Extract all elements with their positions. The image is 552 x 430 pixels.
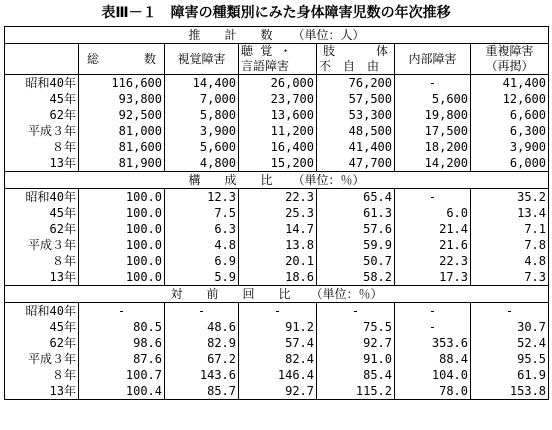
section-header (5, 172, 549, 189)
table-cell: 22.3 (395, 253, 471, 269)
table-cell: 4.8 (165, 237, 239, 253)
table-cell: 75.5 (317, 319, 395, 335)
header-visual: 視覚障害 (165, 44, 239, 75)
table-cell: 76,200 (317, 75, 395, 92)
table-cell: 13.4 (471, 205, 549, 221)
table-row (5, 367, 549, 383)
table-cell: 92.7 (317, 335, 395, 351)
table-row (5, 205, 549, 221)
table-cell: 61.3 (317, 205, 395, 221)
table-cell: - (471, 303, 549, 320)
table-cell: 82.4 (239, 351, 317, 367)
table-cell: 80.5 (79, 319, 165, 335)
table-row (5, 221, 549, 237)
table-cell: 13,600 (239, 107, 317, 123)
table-cell: 146.4 (239, 367, 317, 383)
table-cell: 5,800 (165, 107, 239, 123)
column-header-row (5, 44, 549, 75)
table-cell: - (395, 75, 471, 92)
table-cell: 353.6 (395, 335, 471, 351)
table-cell: 88.4 (395, 351, 471, 367)
table-cell: 17,500 (395, 123, 471, 139)
row-year: 45年 (5, 205, 79, 221)
table-cell: 100.4 (79, 383, 165, 400)
header-hearing (239, 44, 317, 75)
section-header (5, 286, 549, 303)
row-year: ８年 (5, 253, 79, 269)
table-cell: 35.2 (471, 189, 549, 206)
row-year: ８年 (5, 139, 79, 155)
header-year-cell (5, 44, 79, 75)
table-cell: 20.1 (239, 253, 317, 269)
table-row (5, 383, 549, 400)
header-limb (317, 44, 395, 75)
table-cell: 67.2 (165, 351, 239, 367)
table-cell: 59.9 (317, 237, 395, 253)
table-cell: 98.6 (79, 335, 165, 351)
table-cell: 6.9 (165, 253, 239, 269)
header-total (79, 44, 165, 75)
table-cell: 41,400 (471, 75, 549, 92)
table-cell: 143.6 (165, 367, 239, 383)
table-cell: 12.3 (165, 189, 239, 206)
data-table (4, 26, 549, 400)
row-year: 平成３年 (5, 123, 79, 139)
table-row (5, 237, 549, 253)
table-cell: - (395, 319, 471, 335)
table-cell: 18,200 (395, 139, 471, 155)
table-cell: 50.7 (317, 253, 395, 269)
section-title: 推 計 数 (188, 27, 273, 42)
header-total-b: 数 (143, 51, 156, 66)
table-cell: 6,300 (471, 123, 549, 139)
table-cell: 3,900 (165, 123, 239, 139)
table-cell: 48,500 (317, 123, 395, 139)
table-cell: 115.2 (317, 383, 395, 400)
table-cell: 81,000 (79, 123, 165, 139)
table-cell: 78.0 (395, 383, 471, 400)
table-cell: 22.3 (239, 189, 317, 206)
table-cell: - (395, 303, 471, 320)
table-row (5, 107, 549, 123)
table-row (5, 319, 549, 335)
table-cell: 104.0 (395, 367, 471, 383)
table-row (5, 75, 549, 92)
table-cell: 5,600 (165, 139, 239, 155)
table-cell: 18.6 (239, 269, 317, 286)
table-cell: 100.7 (79, 367, 165, 383)
table-cell: 58.2 (317, 269, 395, 286)
header-multiple-line1: 重複障害 (485, 44, 534, 58)
table-cell: - (79, 303, 165, 320)
table-cell: 15,200 (239, 155, 317, 172)
table-cell: 100.0 (79, 189, 165, 206)
table-cell: 116,600 (79, 75, 165, 92)
table-cell: 6,000 (471, 155, 549, 172)
table-cell: 57,500 (317, 91, 395, 107)
table-cell: - (395, 189, 471, 206)
row-year: 昭和40年 (5, 303, 79, 320)
table-cell: 30.7 (471, 319, 549, 335)
table-cell: 52.4 (471, 335, 549, 351)
table-cell: 21.6 (395, 237, 471, 253)
table-cell: 48.6 (165, 319, 239, 335)
table-row (5, 253, 549, 269)
table-cell: 92.7 (239, 383, 317, 400)
table-cell: 4,800 (165, 155, 239, 172)
table-cell: 85.7 (165, 383, 239, 400)
table-cell: 6.0 (395, 205, 471, 221)
header-total-a: 総 (87, 51, 100, 66)
table-row (5, 123, 549, 139)
table-cell: 14,400 (165, 75, 239, 92)
table-row (5, 303, 549, 320)
section-unit: （単位：％） (292, 172, 365, 187)
row-year: 平成３年 (5, 351, 79, 367)
table-cell: 12,600 (471, 91, 549, 107)
header-total-inner (81, 52, 162, 67)
table-cell: 53,300 (317, 107, 395, 123)
table-cell: 91.2 (239, 319, 317, 335)
table-cell: 81,900 (79, 155, 165, 172)
table-row (5, 269, 549, 286)
table-title: 表Ⅲ－１ 障害の種類別にみた身体障害児数の年次推移 (101, 5, 451, 21)
table-cell: 17.3 (395, 269, 471, 286)
table-cell: 100.0 (79, 237, 165, 253)
row-year: 62年 (5, 335, 79, 351)
table-cell: 6,600 (471, 107, 549, 123)
table-row (5, 155, 549, 172)
table-cell: 92,500 (79, 107, 165, 123)
row-year: 62年 (5, 221, 79, 237)
table-cell: 81,600 (79, 139, 165, 155)
table-cell: 61.9 (471, 367, 549, 383)
table-cell: 7.8 (471, 237, 549, 253)
row-year: 13年 (5, 269, 79, 286)
header-multiple-line2: （再掲） (485, 59, 534, 73)
table-cell: 11,200 (239, 123, 317, 139)
row-year: 62年 (5, 107, 79, 123)
header-hearing-line1: 聴 覚 ・ (241, 44, 292, 58)
table-cell: 5,600 (395, 91, 471, 107)
row-year: 45年 (5, 319, 79, 335)
table-cell: 4.8 (471, 253, 549, 269)
table-cell: 3,900 (471, 139, 549, 155)
section-header-row (5, 27, 549, 44)
row-year: ８年 (5, 367, 79, 383)
row-year: 平成３年 (5, 237, 79, 253)
table-row (5, 189, 549, 206)
table-cell: 85.4 (317, 367, 395, 383)
table-cell: 25.3 (239, 205, 317, 221)
table-cell: 100.0 (79, 221, 165, 237)
table-cell: 23,700 (239, 91, 317, 107)
header-limb-line1b: 体 (375, 44, 388, 58)
table-cell: 7.1 (471, 221, 549, 237)
table-cell: 47,700 (317, 155, 395, 172)
table-cell: 91.0 (317, 351, 395, 367)
header-multiple (471, 44, 549, 75)
header-hearing-line2: 言語障害 (241, 59, 290, 73)
table-cell: 57.4 (239, 335, 317, 351)
table-cell: 5.9 (165, 269, 239, 286)
section-unit: （単位：％） (310, 286, 383, 301)
table-cell: - (239, 303, 317, 320)
section-unit: （単位：人） (292, 27, 365, 42)
table-cell: - (317, 303, 395, 320)
table-cell: 153.8 (471, 383, 549, 400)
table-cell: 6.3 (165, 221, 239, 237)
header-limb-line1 (319, 44, 392, 59)
table-cell: 26,000 (239, 75, 317, 92)
table-cell: 13.8 (239, 237, 317, 253)
table-cell: 14.7 (239, 221, 317, 237)
section-title: 対 前 回 比 (170, 286, 291, 301)
table-cell: 82.9 (165, 335, 239, 351)
table-cell: 7.3 (471, 269, 549, 286)
header-limb-line2: 不 自 由 (319, 59, 380, 73)
table-cell: - (165, 303, 239, 320)
section-header (5, 27, 549, 44)
header-internal: 内部障害 (395, 44, 471, 75)
row-year: 昭和40年 (5, 189, 79, 206)
row-year: 13年 (5, 383, 79, 400)
table-cell: 16,400 (239, 139, 317, 155)
table-cell: 57.6 (317, 221, 395, 237)
table-cell: 100.0 (79, 205, 165, 221)
table-cell: 21.4 (395, 221, 471, 237)
header-limb-line1a: 肢 (323, 44, 336, 58)
table-row (5, 351, 549, 367)
table-cell: 41,400 (317, 139, 395, 155)
table-cell: 14,200 (395, 155, 471, 172)
section-header-row (5, 172, 549, 189)
table-cell: 19,800 (395, 107, 471, 123)
table-cell: 100.0 (79, 253, 165, 269)
row-year: 45年 (5, 91, 79, 107)
table-cell: 87.6 (79, 351, 165, 367)
section-header-row (5, 286, 549, 303)
row-year: 13年 (5, 155, 79, 172)
row-year: 昭和40年 (5, 75, 79, 92)
table-cell: 65.4 (317, 189, 395, 206)
table-cell: 7.5 (165, 205, 239, 221)
table-row (5, 139, 549, 155)
table-cell: 93,800 (79, 91, 165, 107)
table-row (5, 335, 549, 351)
table-row (5, 91, 549, 107)
table-cell: 95.5 (471, 351, 549, 367)
table-cell: 100.0 (79, 269, 165, 286)
table-body (5, 27, 549, 400)
section-title: 構 成 比 (188, 172, 273, 187)
table-cell: 7,000 (165, 91, 239, 107)
